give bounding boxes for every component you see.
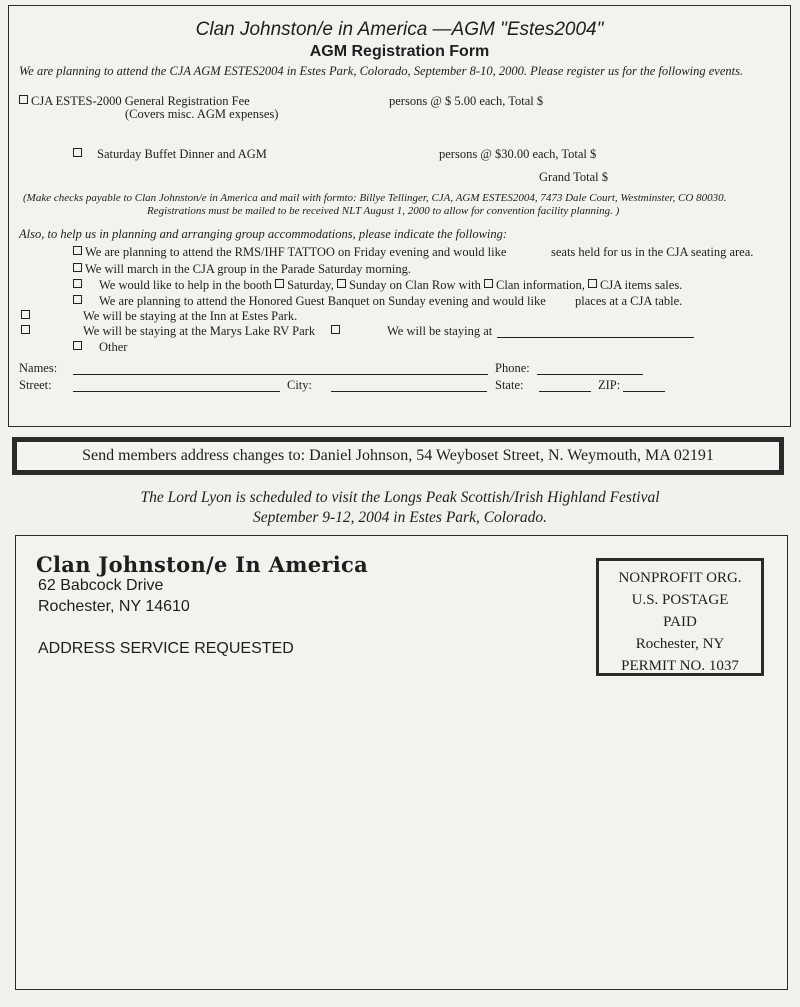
org-name: Clan Johnston/e In America: [36, 552, 369, 577]
stamp-line-1: NONPROFIT ORG.: [618, 570, 742, 586]
staying-row: [331, 324, 492, 339]
parade-text: We will march in the CJA group in the Parade Saturday morning.: [85, 262, 412, 276]
inn-checkbox[interactable]: [21, 310, 30, 319]
city-line[interactable]: [331, 391, 487, 392]
inn-text: We will be staying at the Inn at Estes Park.: [83, 309, 298, 323]
grand-total: Grand Total $: [539, 170, 609, 184]
also-intro: Also, to help us in planning and arranging group accommodations, please indicate the following:: [19, 227, 508, 241]
postage-indicia: [596, 558, 764, 676]
booth-sales-checkbox[interactable]: [588, 279, 597, 288]
booth-info-label: Clan information,: [496, 278, 585, 292]
names-line[interactable]: [73, 374, 488, 375]
stamp-line-3: PAID: [663, 614, 697, 630]
dinner-checkbox[interactable]: [73, 148, 82, 157]
mailing-panel: [15, 535, 788, 990]
tattoo-row: [73, 245, 506, 260]
state-label: State:: [495, 378, 524, 392]
rv-checkbox[interactable]: [21, 325, 30, 334]
parade-checkbox[interactable]: [73, 263, 82, 272]
staying-text: We will be staying at: [387, 324, 493, 338]
registration-form: [8, 5, 791, 427]
booth-sales-label: CJA items sales.: [600, 278, 683, 292]
tattoo-text-end: seats held for us in the CJA seating area.: [551, 245, 754, 259]
banquet-text: We are planning to attend the Honored Guest Banquet on Sunday evening and would like: [99, 294, 546, 308]
zip-line[interactable]: [623, 391, 665, 392]
city-label: City:: [287, 378, 313, 392]
booth-sunday-checkbox[interactable]: [337, 279, 346, 288]
other-checkbox[interactable]: [73, 341, 82, 350]
stamp-line-4: Rochester, NY: [635, 636, 725, 652]
tattoo-checkbox[interactable]: [73, 246, 82, 255]
org-city: Rochester, NY 14610: [38, 598, 190, 615]
form-title: Clan Johnston/e in America —AGM "Estes2004": [195, 19, 604, 40]
state-line[interactable]: [539, 391, 591, 392]
other-text: Other: [99, 340, 128, 354]
stamp-line-2: U.S. POSTAGE: [631, 592, 729, 608]
rv-text: We will be staying at the Marys Lake RV Park: [83, 324, 316, 338]
dinner-label: Saturday Buffet Dinner and AGM: [97, 147, 267, 161]
booth-saturday-checkbox[interactable]: [275, 279, 284, 288]
street-line[interactable]: [73, 391, 280, 392]
zip-label: ZIP:: [598, 378, 621, 392]
form-subtitle: AGM Registration Form: [309, 43, 490, 60]
inn-row: [21, 309, 297, 324]
banquet-checkbox[interactable]: [73, 295, 82, 304]
banquet-text-end: places at a CJA table.: [575, 294, 683, 308]
tattoo-text: We are planning to attend the RMS/IHF TATTOO on Friday evening and would like: [85, 245, 507, 259]
general-fee-price: persons @ $ 5.00 each, Total $: [389, 94, 544, 108]
phone-line[interactable]: [537, 374, 643, 375]
general-fee-checkbox[interactable]: [19, 95, 28, 104]
booth-checkbox[interactable]: [73, 279, 82, 288]
address-change-banner: Send members address changes to: Daniel Johnson, 54 Weyboset Street, N. Weymouth, MA 02191: [12, 437, 784, 475]
stamp-line-5: PERMIT NO. 1037: [621, 658, 739, 674]
street-label: Street:: [19, 378, 52, 392]
address-service: ADDRESS SERVICE REQUESTED: [38, 640, 294, 657]
checks-note-1: (Make checks payable to Clan Johnston/e in America and mail with formto: Billye Tellinger, CJA, AGM ESTES2004, 7473 Dale Court, Westminster, CO 80030.: [23, 192, 727, 204]
parade-row: [73, 262, 411, 277]
booth-text: We would like to help in the booth: [99, 278, 272, 292]
other-row: [73, 340, 127, 355]
staying-line[interactable]: [497, 337, 694, 338]
booth-sunday-label: Sunday on Clan Row with: [348, 278, 481, 292]
checks-note-2: Registrations must be mailed to be received NLT August 1, 2000 to allow for convention facility planning. ): [147, 205, 620, 217]
org-street: 62 Babcock Drive: [38, 577, 164, 594]
general-fee-label: CJA ESTES-2000 General Registration Fee: [31, 94, 250, 108]
rv-row: [21, 324, 315, 339]
general-fee-note: (Covers misc. AGM expenses): [125, 107, 279, 121]
names-label: Names:: [19, 361, 58, 375]
booth-info-checkbox[interactable]: [484, 279, 493, 288]
banquet-row: [73, 294, 546, 309]
booth-row: [73, 278, 682, 293]
dinner-price: persons @ $30.00 each, Total $: [439, 147, 597, 161]
form-intro: We are planning to attend the CJA AGM ESTES2004 in Estes Park, Colorado, September 8-10, 2000. Please register us for the following events.: [19, 64, 744, 78]
dinner-row: [73, 147, 267, 162]
staying-checkbox[interactable]: [331, 325, 340, 334]
phone-label: Phone:: [495, 361, 530, 375]
booth-saturday-label: Saturday,: [287, 278, 334, 292]
visit-line-1: The Lord Lyon is scheduled to visit the Longs Peak Scottish/Irish Highland Festival: [140, 489, 660, 506]
visit-line-2: September 9-12, 2004 in Estes Park, Colorado.: [252, 509, 548, 526]
